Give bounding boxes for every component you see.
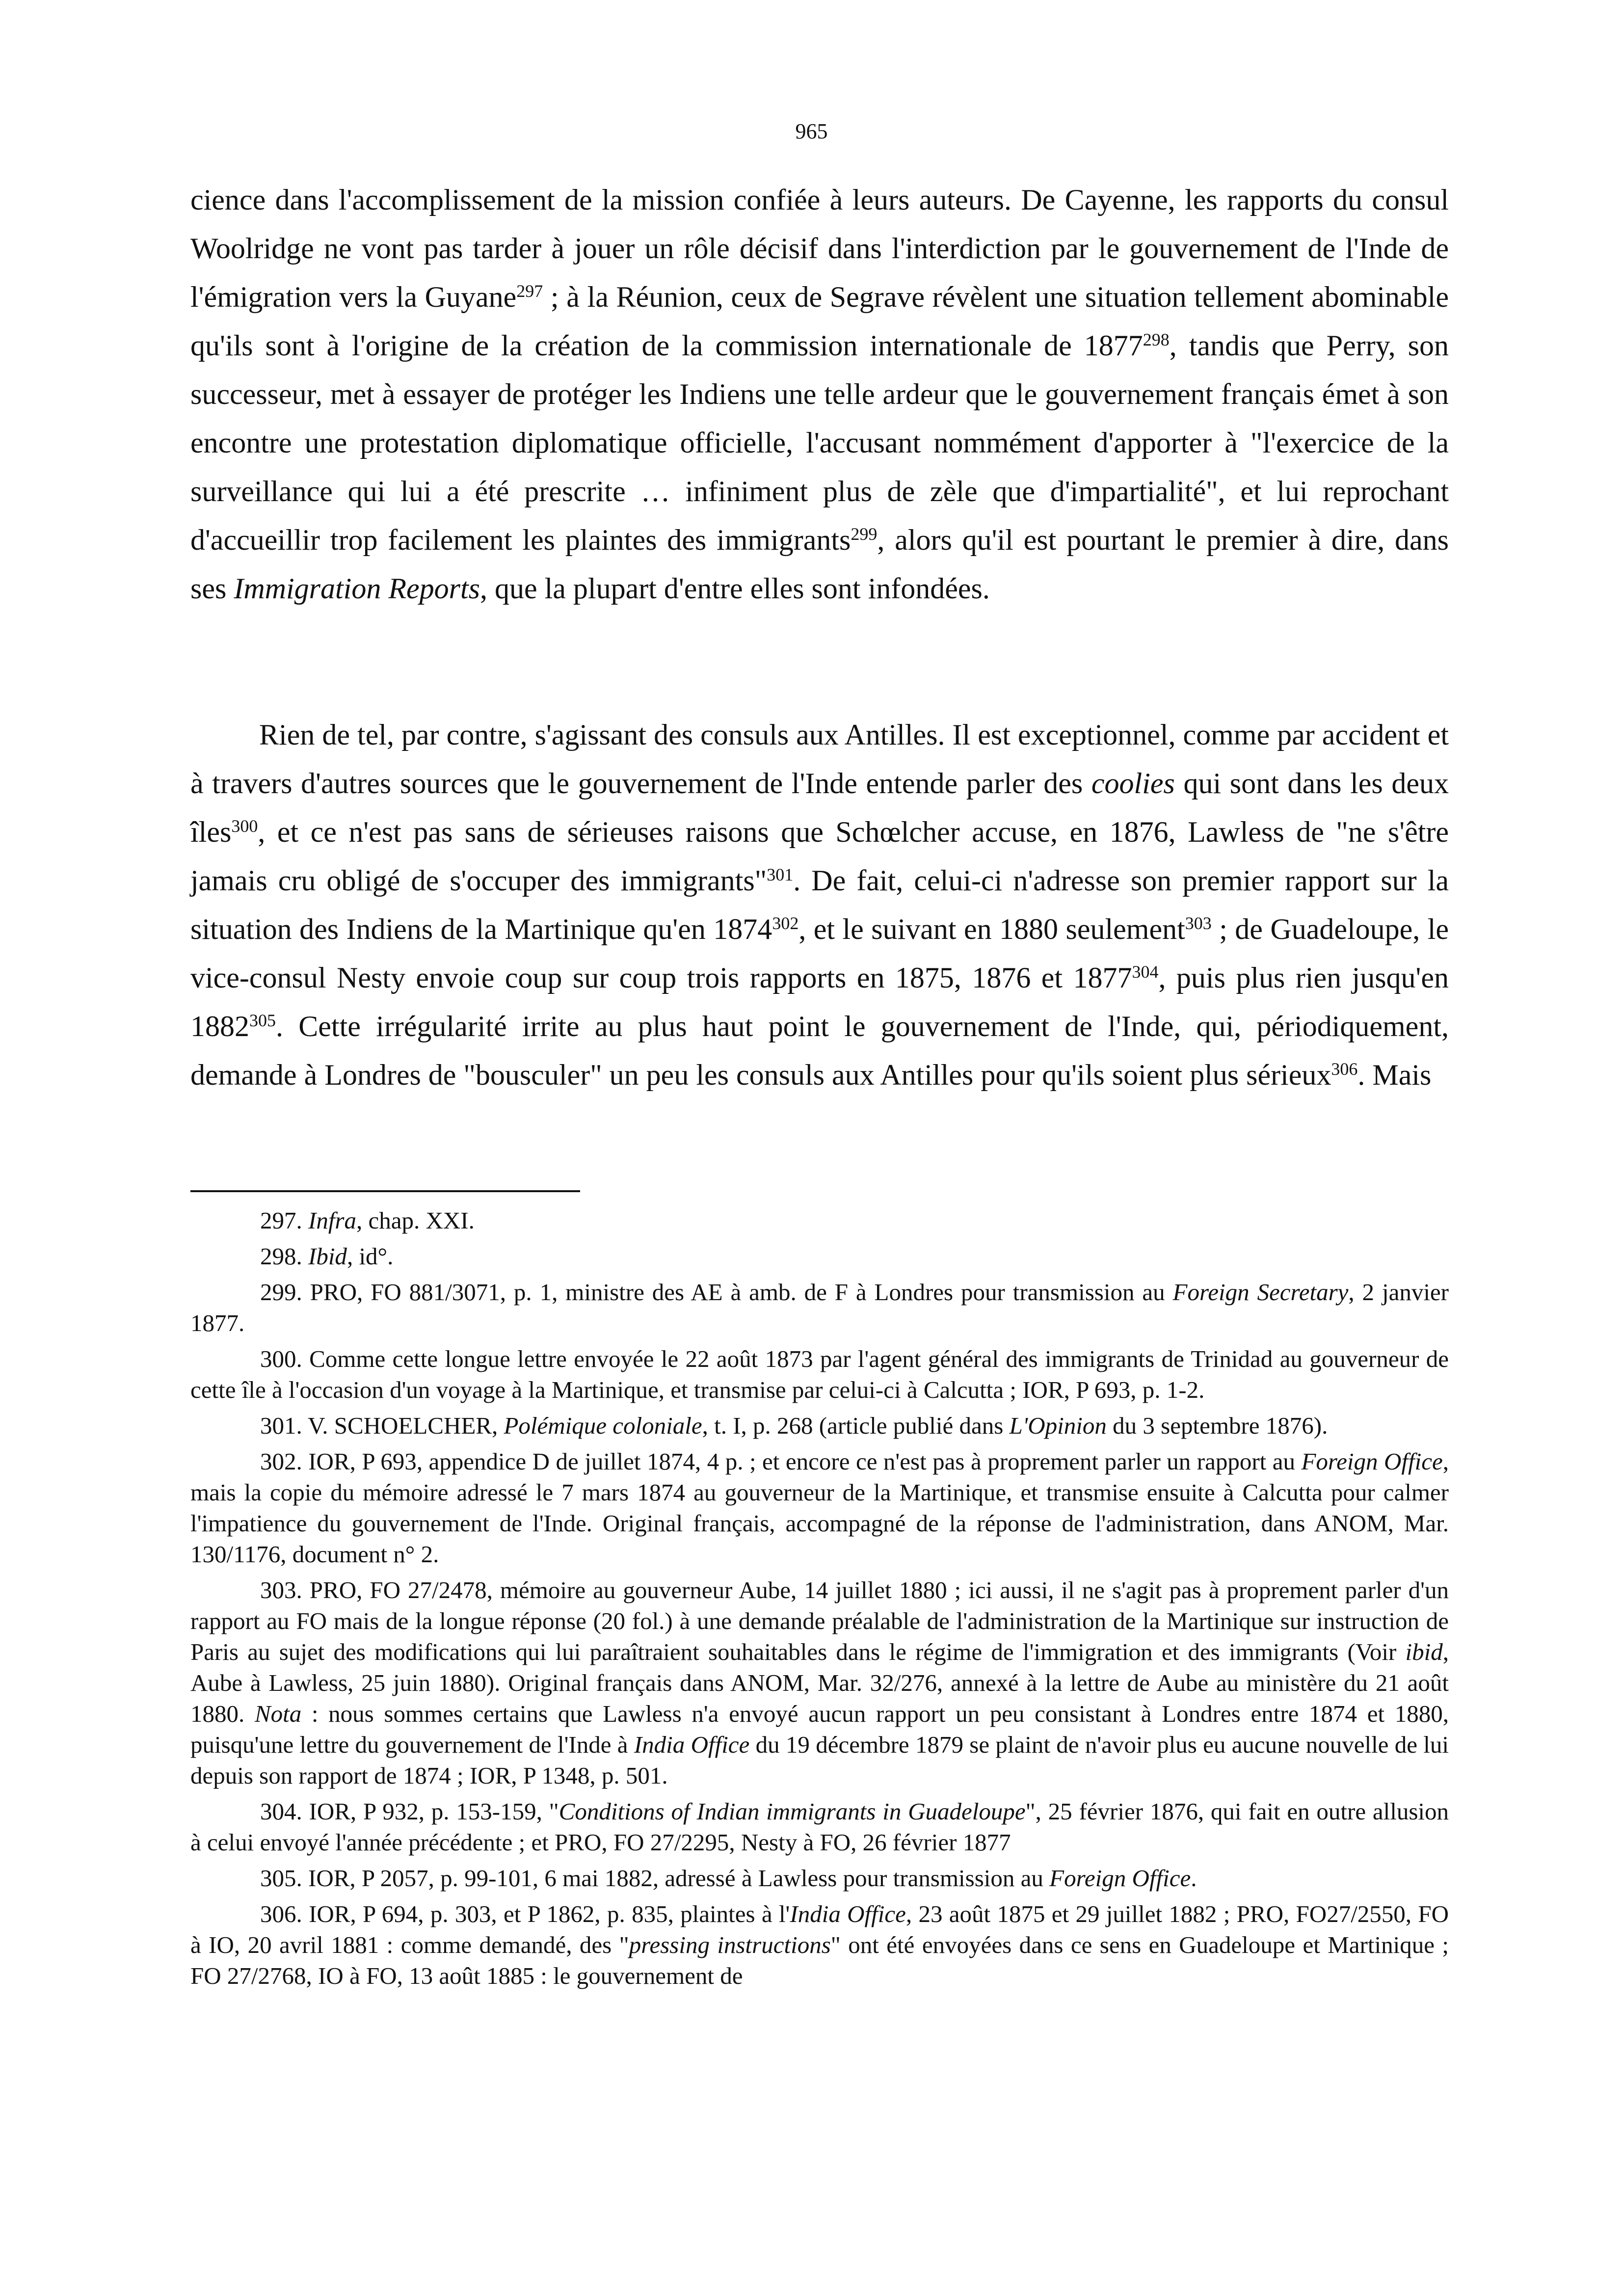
text-run: . Mais — [1357, 1059, 1432, 1091]
text-run: ; à la Réunion, ceux de Segrave révèlent une situation tellement abominable qu'ils sont à l'origine de la création de la commission internationale de 1877 — [190, 281, 1449, 362]
italic-term: coolies — [1091, 767, 1175, 800]
footnote-number: 302. — [260, 1448, 309, 1475]
footnote-304 — [190, 1796, 1449, 1858]
footnote-ref-297[interactable]: 297 — [516, 281, 543, 301]
text-run: . De fait, celui-ci n'adresse son premier rapport sur la situation des Indiens de la Martinique qu'en 1874 — [190, 864, 1449, 945]
italic-text: India Office — [634, 1731, 750, 1758]
text-run: PRO, FO 27/2478, mémoire au gouverneur Aube, 14 juillet 1880 ; ici aussi, il ne s'agit pas à proprement parler d'un rapport au FO mais de la longue réponse (20 fol.) à une demande préalable de l'administration de la Martinique sur instruction de Paris au sujet des modifications qui lui paraîtraient souhaitables dans le régime de l'immigration et des immigrants (Voir — [190, 1576, 1449, 1665]
text-run: ", 25 février 1876, qui fait en outre allusion à celui envoyé l'année précédente ; et PRO, FO 27/2295, Nesty à FO, 26 février 1877 — [190, 1798, 1449, 1856]
body-paragraph-1 — [190, 176, 1449, 613]
text-run: , tandis que Perry, son successeur, met à essayer de protéger les Indiens une telle ardeur que le gouvernement français émet à son encontre une protestation diplomatique officielle, l'accusant nommément d'apporter à "l'exercice de la surveillance qui lui a été prescrite … infiniment plus de zèle que d'impartialité", et lui reprochant d'accueillir trop facilement les plaintes des immigrants — [190, 329, 1449, 556]
footnote-number: 303. — [260, 1576, 310, 1603]
text-run: , puis plus rien jusqu'en 1882 — [190, 961, 1449, 1042]
footnote-number: 298. — [260, 1243, 308, 1270]
footnotes — [190, 1205, 1449, 1996]
text-run: . — [1191, 1865, 1197, 1892]
text-run: IOR, P 932, p. 153-159, " — [309, 1798, 559, 1825]
text-run: cience dans l'accomplissement de la mission confiée à leurs auteurs. De Cayenne, les rapports du consul Woolridge ne vont pas tarder à jouer un rôle décisif dans l'interdiction par le gouvernement de l'Inde de l'émigration vers la Guyane — [190, 184, 1449, 313]
text-run: , alors qu'il est pourtant le premier à dire, dans ses — [190, 524, 1449, 605]
text-run: IOR, P 2057, p. 99-101, 6 mai 1882, adressé à Lawless pour transmission au — [308, 1865, 1050, 1892]
text-run: du 3 septembre 1876). — [1106, 1412, 1328, 1439]
footnote-number: 301. — [260, 1412, 308, 1439]
italic-text: Conditions of Indian immigrants in Guadeloupe — [559, 1798, 1026, 1825]
footnote-number: 305. — [260, 1865, 308, 1892]
text-run: , que la plupart d'entre elles sont infondées. — [480, 572, 990, 605]
text-run: , 2 janvier 1877. — [190, 1279, 1449, 1336]
footnote-number: 299. — [260, 1279, 310, 1306]
text-run: ; de Guadeloupe, le vice-consul Nesty envoie coup sur coup trois rapports en 1875, 1876 et 1877 — [190, 913, 1449, 994]
text-run: IOR, P 694, p. 303, et P 1862, p. 835, plaintes à l' — [309, 1900, 790, 1927]
footnote-ref-301[interactable]: 301 — [767, 865, 794, 885]
italic-text: Foreign Secretary — [1172, 1279, 1349, 1306]
paragraph-text — [190, 176, 1449, 613]
text-run: V. SCHOELCHER, — [308, 1412, 504, 1439]
paragraph-text — [190, 711, 1449, 1099]
text-run: PRO, FO 881/3071, p. 1, ministre des AE à amb. de F à Londres pour transmission au — [310, 1279, 1173, 1306]
page-number: 965 — [795, 119, 828, 143]
text-run: du 19 décembre 1879 se plaint de n'avoir plus eu aucune nouvelle de lui depuis son rapport de 1874 ; IOR, P 1348, p. 501. — [190, 1731, 1449, 1789]
footnote-306 — [190, 1898, 1449, 1991]
text-run: " ont été envoyées dans ce sens en Guadeloupe et Martinique ; FO 27/2768, IO à FO, 13 août 1885 : le gouvernement de — [190, 1931, 1449, 1989]
footnote-ref-303[interactable]: 303 — [1185, 913, 1212, 934]
body-paragraph-2 — [190, 711, 1449, 1099]
footnote-305 — [190, 1863, 1449, 1894]
text-run: , et ce n'est pas sans de sérieuses raisons que Schœlcher accuse, en 1876, Lawless de "ne s'être jamais cru obligé de s'occuper des immigrants" — [190, 816, 1449, 897]
text-run: IOR, P 693, appendice D de juillet 1874, 4 p. ; et encore ce n'est pas à proprement parler un rapport au — [308, 1448, 1302, 1475]
footnote-number: 306. — [260, 1900, 309, 1927]
italic-text: Foreign Office — [1301, 1448, 1443, 1475]
footnote-number: 300. — [260, 1345, 310, 1372]
text-run: , et le suivant en 1880 seulement — [798, 913, 1185, 945]
italic-text: Polémique coloniale — [504, 1412, 702, 1439]
footnote-ref-306[interactable]: 306 — [1331, 1059, 1358, 1079]
footnote-ref-304[interactable]: 304 — [1132, 962, 1159, 982]
footnote-number: 297. — [260, 1207, 308, 1234]
text-run: . Cette irrégularité irrite au plus haut point le gouvernement de l'Inde, qui, périodiquement, demande à Londres de "bousculer" un peu les consuls aux Antilles pour qu'ils soient plus sérieux — [190, 1010, 1449, 1091]
italic-text: Foreign Office — [1049, 1865, 1191, 1892]
footnote-number: 304. — [260, 1798, 309, 1825]
footnote-separator — [190, 1190, 580, 1192]
text-run: , chap. XXI. — [356, 1207, 475, 1234]
italic-text: L'Opinion — [1009, 1412, 1107, 1439]
footnote-298 — [190, 1241, 1449, 1272]
text-run: , mais la copie du mémoire adressé le 7 mars 1874 au gouverneur de la Martinique, et transmise ensuite à Calcutta pour calmer l'impatience du gouvernement de l'Inde. Original français, accompagné de la réponse de l'administration, dans ANOM, Mar. 130/1176, document n° 2. — [190, 1448, 1449, 1568]
footnote-300 — [190, 1343, 1449, 1405]
italic-title: Immigration Reports — [234, 572, 480, 605]
footnote-301 — [190, 1410, 1449, 1441]
footnote-302 — [190, 1446, 1449, 1570]
text-run: , Aube à Lawless, 25 juin 1880). Original français dans ANOM, Mar. 32/276, annexé à la lettre de Aube au ministère du 21 août 1880. — [190, 1638, 1449, 1727]
text-run: : nous sommes certains que Lawless n'a envoyé aucun rapport un peu consistant à Londres entre 1874 et 1880, puisqu'une lettre du gouvernement de l'Inde à — [190, 1700, 1449, 1758]
text-run: Comme cette longue lettre envoyée le 22 août 1873 par l'agent général des immigrants de Trinidad au gouverneur de cette île à l'occasion d'un voyage à la Martinique, et transmise par celui-ci à Calcutta ; IOR, P 693, p. 1-2. — [190, 1345, 1449, 1403]
footnote-299 — [190, 1277, 1449, 1338]
footnote-ref-298[interactable]: 298 — [1143, 330, 1170, 350]
italic-text: pressing instructions — [629, 1931, 831, 1958]
italic-text: Nota — [254, 1700, 302, 1727]
italic-text: ibid — [1405, 1638, 1443, 1665]
text-run: , 23 août 1875 et 29 juillet 1882 ; PRO, FO27/2550, FO à IO, 20 avril 1881 : comme demandé, des " — [190, 1900, 1449, 1958]
text-run: Rien de tel, par contre, s'agissant des consuls aux Antilles. Il est exceptionnel, comme par accident et à travers d'autres sources que le gouvernement de l'Inde entende parler des — [190, 719, 1449, 800]
footnote-297 — [190, 1205, 1449, 1236]
footnote-ref-299[interactable]: 299 — [851, 524, 878, 544]
footnote-ref-305[interactable]: 305 — [249, 1011, 276, 1031]
text-run: , t. I, p. 268 (article publié dans — [702, 1412, 1010, 1439]
text-run: , id°. — [346, 1243, 394, 1270]
footnote-ref-300[interactable]: 300 — [231, 816, 258, 836]
text-run: qui sont dans les deux îles — [190, 767, 1449, 848]
italic-text: Ibid — [308, 1243, 347, 1270]
footnote-ref-302[interactable]: 302 — [772, 913, 799, 934]
footnote-303 — [190, 1575, 1449, 1791]
italic-text: India Office — [790, 1900, 906, 1927]
italic-text: Infra — [308, 1207, 356, 1234]
